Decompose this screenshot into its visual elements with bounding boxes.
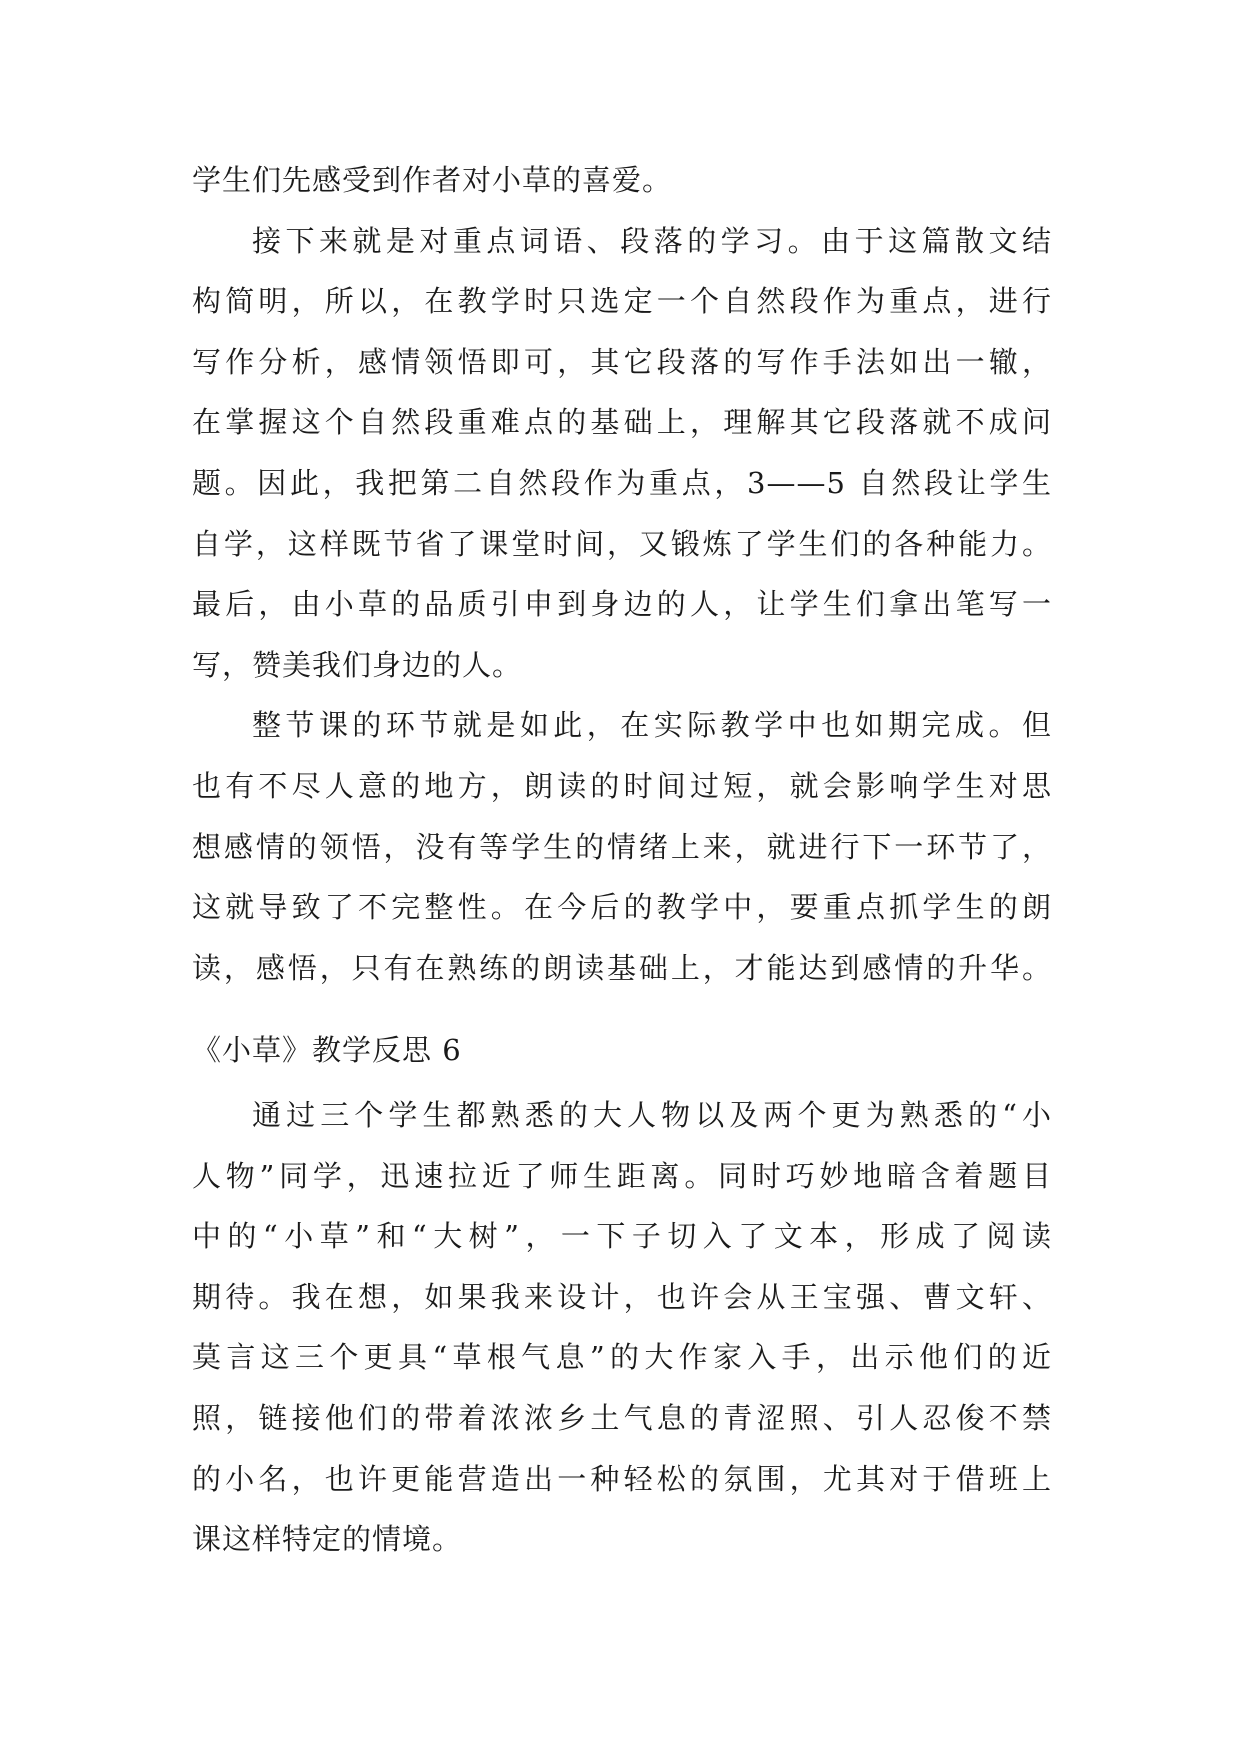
paragraph-line: 整节课的环节就是如此，在实际教学中也如期完成。但 bbox=[252, 708, 1052, 743]
paragraph-line: 自学，这样既节省了课堂时间，又锻炼了学生们的各种能力。 bbox=[192, 526, 1052, 561]
paragraph-line: 构简明，所以，在教学时只选定一个自然段作为重点，进行 bbox=[192, 284, 1052, 319]
paragraph-line: 的小名，也许更能营造出一种轻松的氛围，尤其对于借班上 bbox=[192, 1461, 1052, 1496]
paragraph-line: 题。因此，我把第二自然段作为重点，3——5 自然段让学生 bbox=[192, 465, 1052, 500]
section-1-text bbox=[192, 150, 1052, 998]
paragraph-line: 人物”同学，迅速拉近了师生距离。同时巧妙地暗含着题目 bbox=[192, 1158, 1052, 1193]
paragraph-line: 莫言这三个更具“草根气息”的大作家入手，出示他们的近 bbox=[192, 1340, 1052, 1375]
paragraph-line: 课这样特定的情境。 bbox=[192, 1522, 463, 1557]
section-heading: 《小草》教学反思 6 bbox=[192, 1033, 462, 1067]
paragraph-line: 也有不尽人意的地方，朗读的时间过短，就会影响学生对思 bbox=[192, 768, 1052, 803]
paragraph-line: 中的“小草”和“大树”，一下子切入了文本，形成了阅读 bbox=[192, 1219, 1052, 1254]
paragraph-line: 学生们先感受到作者对小草的喜爱。 bbox=[192, 163, 673, 197]
paragraph-line: 写作分析，感情领悟即可，其它段落的写作手法如出一辙， bbox=[192, 344, 1052, 379]
paragraph-line: 这就导致了不完整性。在今后的教学中，要重点抓学生的朗 bbox=[192, 890, 1052, 925]
paragraph-line: 写，赞美我们身边的人。 bbox=[192, 647, 523, 682]
paragraph-line: 接下来就是对重点词语、段落的学习。由于这篇散文结 bbox=[252, 223, 1052, 258]
paragraph-line: 想感情的领悟，没有等学生的情绪上来，就进行下一环节了， bbox=[192, 829, 1052, 864]
paragraph-line: 在掌握这个自然段重难点的基础上，理解其它段落就不成问 bbox=[192, 405, 1052, 440]
paragraph-line: 期待。我在想，如果我来设计，也许会从王宝强、曹文轩、 bbox=[192, 1279, 1052, 1314]
paragraph-line: 照，链接他们的带着浓浓乡土气息的青涩照、引人忍俊不禁 bbox=[192, 1400, 1052, 1435]
paragraph-line: 最后，由小草的品质引申到身边的人，让学生们拿出笔写一 bbox=[192, 587, 1052, 622]
paragraph-line: 读，感悟，只有在熟练的朗读基础上，才能达到感情的升华。 bbox=[192, 950, 1052, 985]
section-2-text bbox=[192, 1085, 1052, 1570]
paragraph-line: 通过三个学生都熟悉的大人物以及两个更为熟悉的“小 bbox=[252, 1098, 1052, 1132]
